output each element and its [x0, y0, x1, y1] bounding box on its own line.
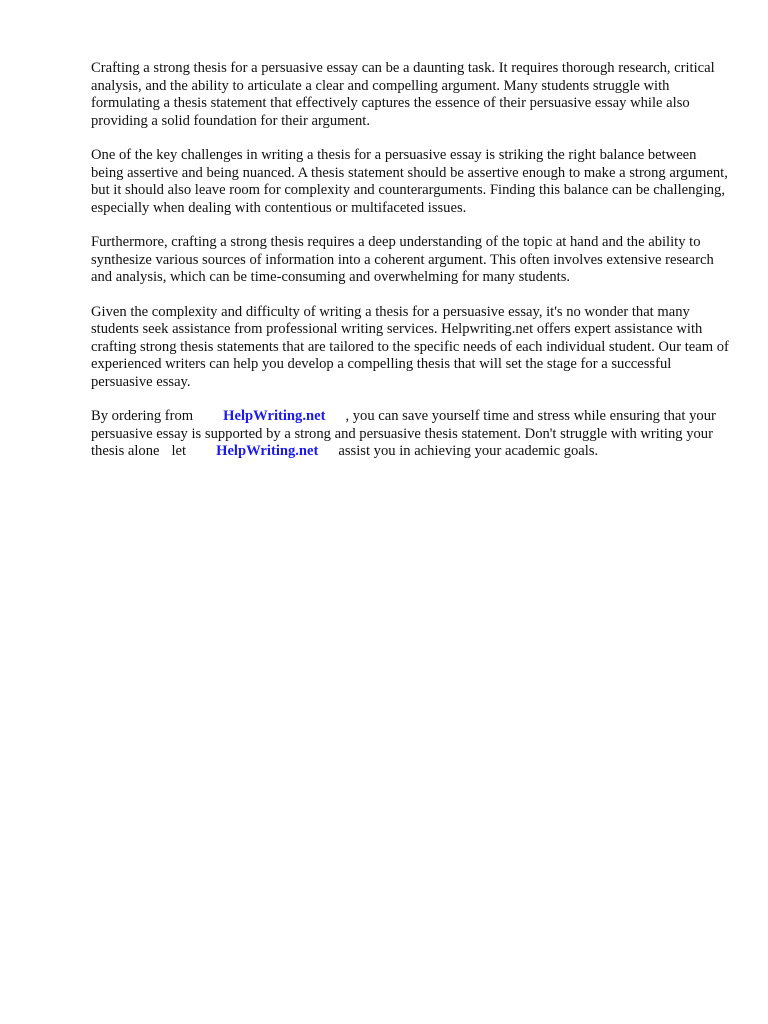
paragraph-assistance: Given the complexity and difficulty of writing a thesis for a persuasive essay, it's no wonder that many students seek assistance from professional writing services. Helpwriting.net offers expert assistance with crafting strong thesis statements that are tailored to the specific needs of each individual student. Our team of experienced writers can help you develop a compelling thesis that will set the stage for a successful persuasive essay. — [91, 303, 729, 390]
paragraph-closing — [91, 408, 731, 461]
document-page — [91, 60, 731, 478]
paragraph-intro: Crafting a strong thesis for a persuasive essay can be a daunting task. It requires thorough research, critical analysis, and the ability to articulate a clear and compelling argument. Many students struggle with formulating a thesis statement that effectively captures the essence of their persuasive essay while also providing a solid foundation for their argument. — [91, 60, 715, 129]
paragraph-challenges: One of the key challenges in writing a thesis for a persuasive essay is striking the right balance between being assertive and being nuanced. A thesis statement should be assertive enough to make a strong argument, but it should also leave room for complexity and counterarguments. Finding this balance can be challenging, especially when dealing with contentious or multifaceted issues. — [91, 147, 728, 216]
closing-text-4: assist you in achieving your academic goals. — [338, 443, 599, 459]
paragraph-understanding: Furthermore, crafting a strong thesis requires a deep understanding of the topic at hand and the ability to synthesize various sources of information into a coherent argument. This often involves extensive research and analysis, which can be time-consuming and overwhelming for many students. — [91, 234, 714, 285]
closing-text-1: By ordering from — [91, 408, 194, 424]
helpwriting-link-1[interactable]: HelpWriting.net — [223, 408, 326, 424]
closing-text-2: , you can save yourself time and stress while ensuring that your persuasive essay is supported by a strong and persuasive thesis statement. Don't struggle with writing your thesis alone — [91, 408, 716, 459]
closing-text-3: let — [171, 443, 187, 459]
helpwriting-link-2[interactable]: HelpWriting.net — [216, 443, 319, 459]
